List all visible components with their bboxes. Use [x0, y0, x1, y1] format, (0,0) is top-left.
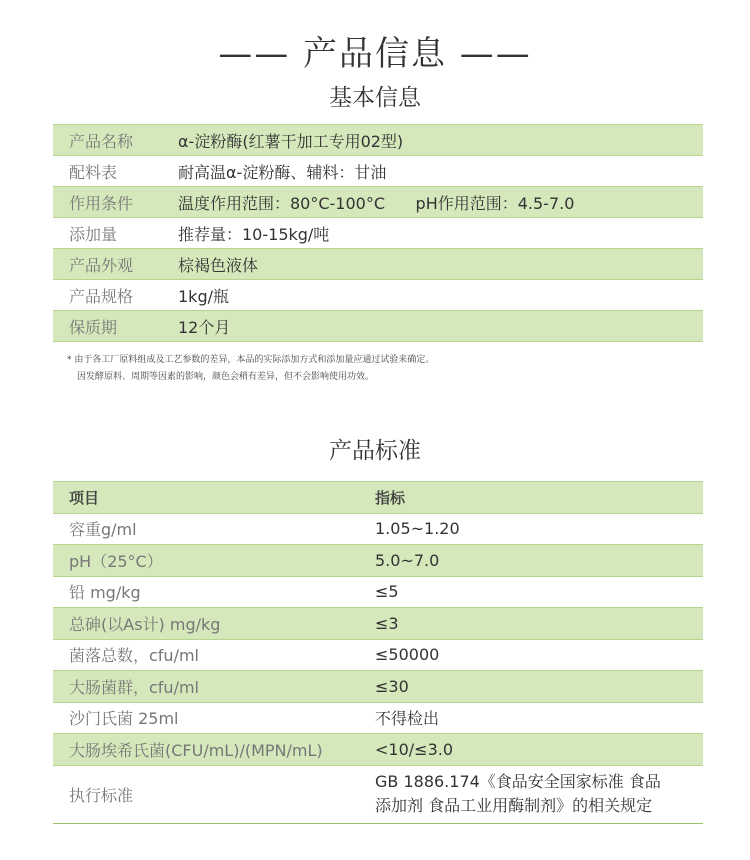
row-index: ≤5	[375, 576, 703, 608]
row-item: 大肠埃希氏菌(CFU/mL)/(MPN/mL)	[53, 734, 375, 766]
row-index: 1.05~1.20	[375, 513, 703, 545]
table-row	[53, 218, 703, 249]
row-label: 配料表	[53, 156, 178, 187]
row-index: 5.0~7.0	[375, 545, 703, 577]
row-item: pH（25°C）	[53, 545, 375, 577]
row-value: 推荐量：10-15kg/吨	[178, 218, 703, 249]
row-label: 产品规格	[53, 280, 178, 311]
row-item: 菌落总数，cfu/ml	[53, 639, 375, 671]
row-item: 容重g/ml	[53, 513, 375, 545]
table-row	[53, 734, 703, 766]
row-index: <10/≤3.0	[375, 734, 703, 766]
row-item: 大肠菌群，cfu/ml	[53, 671, 375, 703]
row-value: 棕褐色液体	[178, 249, 703, 280]
table-row	[53, 187, 703, 218]
row-item: 执行标准	[53, 765, 375, 823]
row-index: ≤30	[375, 671, 703, 703]
row-index: ≤3	[375, 608, 703, 640]
table-row	[53, 545, 703, 577]
row-value: 12个月	[178, 311, 703, 342]
basic-info-table	[53, 124, 703, 342]
standard-text-line-2: 添加剂 食品工业用酶制剂》的相关规定	[375, 796, 653, 815]
standard-heading: 产品标准	[329, 438, 421, 464]
row-item: 总砷(以As计) mg/kg	[53, 608, 375, 640]
page-title: —— 产品信息 ——	[218, 34, 532, 74]
table-row	[53, 156, 703, 187]
row-label: 产品名称	[53, 125, 178, 156]
table-row	[53, 280, 703, 311]
row-label: 添加量	[53, 218, 178, 249]
table-row	[53, 249, 703, 280]
row-index	[375, 765, 703, 823]
row-item: 沙门氏菌 25ml	[53, 702, 375, 734]
basic-info-heading: 基本信息	[329, 85, 421, 111]
table-row	[53, 702, 703, 734]
column-header-index: 指标	[375, 482, 703, 514]
row-index: 不得检出	[375, 702, 703, 734]
row-item: 铅 mg/kg	[53, 576, 375, 608]
table-row	[53, 671, 703, 703]
row-value: 1kg/瓶	[178, 280, 703, 311]
table-row	[53, 311, 703, 342]
row-label: 产品外观	[53, 249, 178, 280]
row-index: ≤50000	[375, 639, 703, 671]
row-label: 作用条件	[53, 187, 178, 218]
table-row	[53, 608, 703, 640]
row-value: 耐高温α-淀粉酶、辅料：甘油	[178, 156, 703, 187]
row-value: α-淀粉酶(红薯干加工专用02型)	[178, 125, 703, 156]
standard-table	[53, 481, 703, 824]
footnote-line-1: * 由于各工厂原料组成及工艺参数的差异，本品的实际添加方式和添加量应通过试验来确定。	[67, 355, 435, 365]
table-row	[53, 513, 703, 545]
column-header-item: 项目	[53, 482, 375, 514]
footnote	[67, 352, 434, 386]
row-value: 温度作用范围：80°C-100°C pH作用范围：4.5-7.0	[178, 187, 703, 218]
table-row	[53, 765, 703, 823]
row-label: 保质期	[53, 311, 178, 342]
table-row	[53, 639, 703, 671]
table-row	[53, 576, 703, 608]
table-row	[53, 125, 703, 156]
standard-text-line-1: GB 1886.174《食品安全国家标准 食品	[375, 772, 661, 791]
table-header-row	[53, 482, 703, 514]
footnote-line-2: 因发酵原料、周期等因素的影响，颜色会稍有差异，但不会影响使用功效。	[77, 372, 375, 382]
